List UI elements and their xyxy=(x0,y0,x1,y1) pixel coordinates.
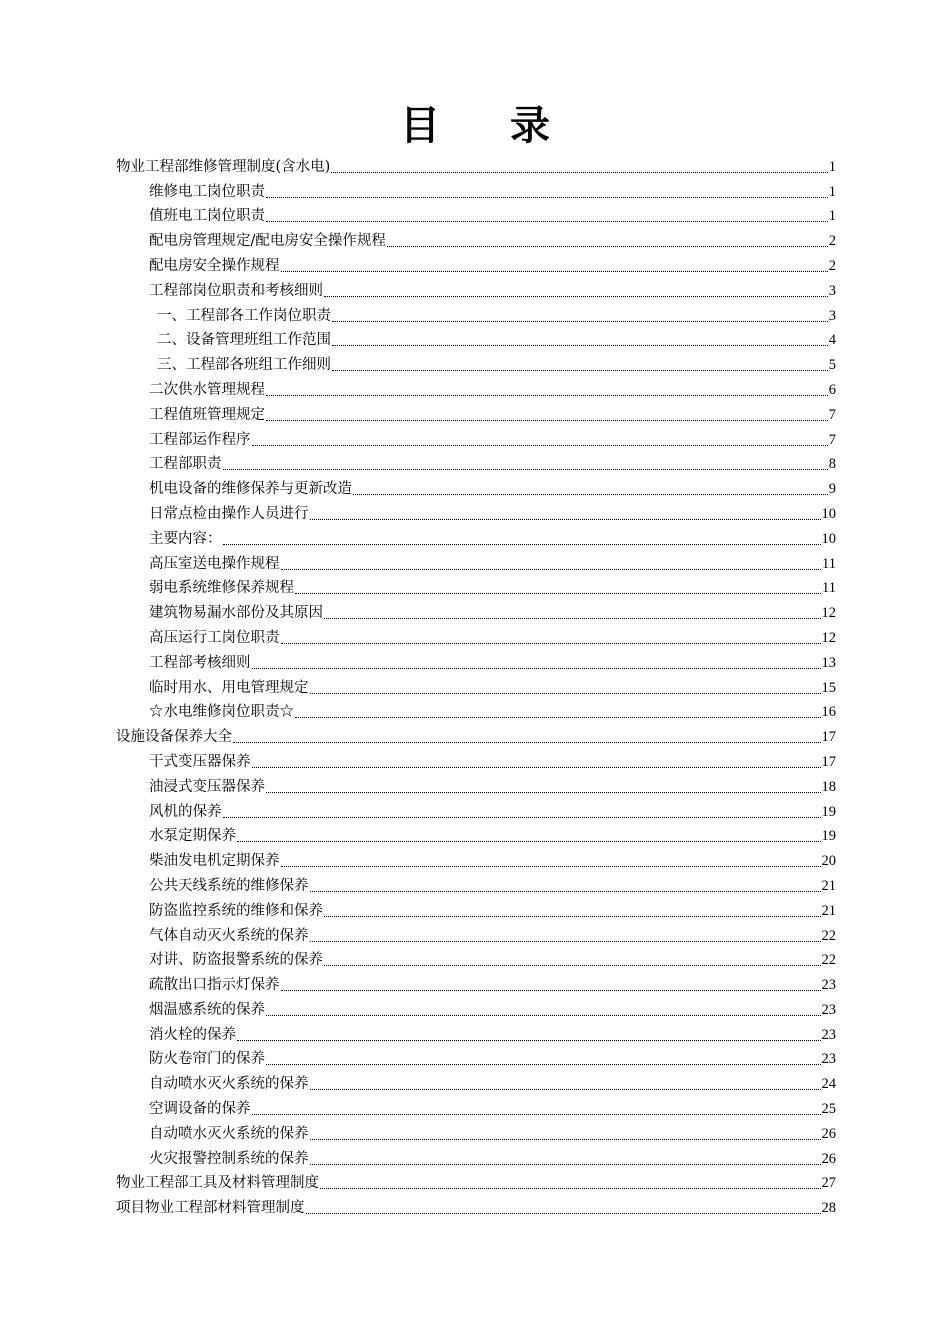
toc-dot-leader xyxy=(332,370,828,371)
toc-page-number: 11 xyxy=(822,555,836,572)
toc-page-number: 1 xyxy=(828,158,836,175)
toc-entry-label: 烟温感系统的保养 xyxy=(149,1001,265,1018)
toc-dot-leader xyxy=(306,1213,821,1214)
toc-page-number: 23 xyxy=(821,1051,836,1068)
toc-dot-leader xyxy=(252,445,828,446)
toc-page-number: 16 xyxy=(821,704,836,721)
toc-dot-leader xyxy=(332,321,828,322)
toc-page-number: 12 xyxy=(821,605,836,622)
toc-entry[interactable] xyxy=(116,425,836,450)
toc-page-number: 5 xyxy=(828,357,836,374)
toc-dot-leader xyxy=(266,1015,821,1016)
toc-dot-leader xyxy=(295,717,821,718)
toc-entry-label: 配电房安全操作规程 xyxy=(149,257,280,274)
toc-entry-label: 二次供水管理规程 xyxy=(149,381,265,398)
toc-dot-leader xyxy=(353,494,828,495)
toc-entry[interactable] xyxy=(116,450,836,475)
toc-entry-label: 防火卷帘门的保养 xyxy=(149,1051,265,1068)
toc-dot-leader xyxy=(237,1040,821,1041)
toc-entry-label: 疏散出口指示灯保养 xyxy=(149,977,280,994)
toc-page-number: 23 xyxy=(821,1001,836,1018)
toc-page-number: 3 xyxy=(828,307,836,324)
toc-dot-leader xyxy=(281,271,828,272)
toc-page-number: 17 xyxy=(821,753,836,770)
toc-entry-label: 工程部职责 xyxy=(149,456,222,473)
toc-page-number: 26 xyxy=(821,1125,836,1142)
toc-entry[interactable] xyxy=(116,202,836,227)
toc-entry-label: 工程部运作程序 xyxy=(149,431,251,448)
toc-entry-label: 火灾报警控制系统的保养 xyxy=(149,1150,309,1167)
toc-page-number: 26 xyxy=(821,1150,836,1167)
toc-page-number: 7 xyxy=(828,406,836,423)
toc-dot-leader xyxy=(223,817,821,818)
toc-page-number: 12 xyxy=(821,629,836,646)
toc-page-number: 22 xyxy=(821,952,836,969)
toc-entry-label: 维修电工岗位职责 xyxy=(149,183,265,200)
toc-entry[interactable] xyxy=(116,226,836,251)
toc-page-number: 3 xyxy=(828,282,836,299)
toc-entry[interactable] xyxy=(116,747,836,772)
toc-entry-label: 配电房管理规定/配电房安全操作规程 xyxy=(149,233,386,250)
toc-dot-leader xyxy=(331,172,827,173)
toc-entry-label: 对讲、防盗报警系统的保养 xyxy=(149,952,323,969)
toc-entry[interactable] xyxy=(116,499,836,524)
toc-entry-label: 高压运行工岗位职责 xyxy=(149,629,280,646)
toc-entry[interactable] xyxy=(116,549,836,574)
toc-dot-leader xyxy=(266,420,828,421)
toc-entry-label: 柴油发电机定期保养 xyxy=(149,853,280,870)
toc-entry[interactable] xyxy=(116,722,836,747)
toc-entry-label: 油浸式变压器保养 xyxy=(149,778,265,795)
toc-page-number: 7 xyxy=(828,431,836,448)
toc-page-number: 25 xyxy=(821,1101,836,1118)
toc-page-number: 8 xyxy=(828,456,836,473)
toc-dot-leader xyxy=(310,941,821,942)
toc-entry-label: 自动喷水灭火系统的保养 xyxy=(149,1125,309,1142)
toc-entry[interactable] xyxy=(116,896,836,921)
toc-page-number: 22 xyxy=(821,927,836,944)
toc-dot-leader xyxy=(324,618,821,619)
toc-dot-leader xyxy=(310,693,821,694)
toc-page-number: 17 xyxy=(821,729,836,746)
toc-dot-leader xyxy=(324,965,821,966)
toc-dot-leader xyxy=(310,1089,821,1090)
toc-entry[interactable] xyxy=(116,822,836,847)
toc-page-number: 11 xyxy=(822,580,836,597)
toc-entry[interactable] xyxy=(116,574,836,599)
toc-page-number: 10 xyxy=(821,505,836,522)
toc-entry[interactable] xyxy=(116,1045,836,1070)
toc-page-number: 6 xyxy=(828,381,836,398)
toc-entry-label: 日常点检由操作人员进行 xyxy=(149,505,309,522)
toc-dot-leader xyxy=(233,742,821,743)
toc-entry-label: 二、设备管理班组工作范围 xyxy=(157,332,331,349)
toc-entry-label: 机电设备的维修保养与更新改造 xyxy=(149,481,352,498)
toc-entry-label: 风机的保养 xyxy=(149,803,222,820)
toc-dot-leader xyxy=(266,1064,821,1065)
toc-dot-leader xyxy=(295,593,821,594)
toc-entry[interactable] xyxy=(116,995,836,1020)
toc-dot-leader xyxy=(266,395,828,396)
toc-entry[interactable] xyxy=(116,921,836,946)
toc-entry-label: 自动喷水灭火系统的保养 xyxy=(149,1076,309,1093)
toc-page-number: 9 xyxy=(828,481,836,498)
toc-entry-label: 弱电系统维修保养规程 xyxy=(149,580,294,597)
toc-entry[interactable] xyxy=(116,1169,836,1194)
toc-dot-leader xyxy=(310,891,821,892)
toc-entry[interactable] xyxy=(116,251,836,276)
toc-entry[interactable] xyxy=(116,648,836,673)
toc-entry-label: 一、工程部各工作岗位职责 xyxy=(157,307,331,324)
toc-dot-leader xyxy=(310,1139,821,1140)
toc-entry-label: 三、工程部各班组工作细则 xyxy=(157,357,331,374)
toc-entry[interactable] xyxy=(116,846,836,871)
toc-entry-label: ☆水电维修岗位职责☆ xyxy=(149,704,294,721)
toc-dot-leader xyxy=(310,1164,821,1165)
toc-dot-leader xyxy=(310,519,821,520)
toc-title: 目 录 xyxy=(400,103,578,149)
toc-page-number: 1 xyxy=(828,183,836,200)
toc-dot-leader xyxy=(223,469,828,470)
toc-entry-label: 高压室送电操作规程 xyxy=(149,555,280,572)
toc-dot-leader xyxy=(320,1188,821,1189)
toc-entry-label: 设施设备保养大全 xyxy=(116,729,232,746)
toc-page-number: 23 xyxy=(821,1026,836,1043)
toc-entry[interactable] xyxy=(116,474,836,499)
toc-page-number: 4 xyxy=(828,332,836,349)
toc-entry-label: 值班电工岗位职责 xyxy=(149,208,265,225)
toc-entry[interactable] xyxy=(116,772,836,797)
toc-page-number: 18 xyxy=(821,778,836,795)
toc-dot-leader xyxy=(281,866,821,867)
toc-entry[interactable] xyxy=(116,1094,836,1119)
toc-entry-label: 物业工程部维修管理制度(含水电) xyxy=(116,158,331,175)
toc-entry[interactable] xyxy=(116,673,836,698)
toc-entry[interactable] xyxy=(116,276,836,301)
toc-entry[interactable] xyxy=(116,970,836,995)
toc-page-number: 21 xyxy=(821,902,836,919)
toc-entry-label: 工程值班管理规定 xyxy=(149,406,265,423)
toc-list xyxy=(116,152,836,1218)
toc-page-number: 19 xyxy=(821,828,836,845)
toc-entry-label: 气体自动灭火系统的保养 xyxy=(149,927,309,944)
toc-dot-leader xyxy=(223,544,821,545)
toc-dot-leader xyxy=(266,221,828,222)
toc-page-number: 10 xyxy=(821,530,836,547)
toc-entry-label: 工程部岗位职责和考核细则 xyxy=(149,282,323,299)
toc-entry[interactable] xyxy=(116,177,836,202)
toc-dot-leader xyxy=(324,916,821,917)
toc-page-number: 2 xyxy=(828,257,836,274)
toc-page-number: 27 xyxy=(821,1175,836,1192)
toc-dot-leader xyxy=(332,345,828,346)
toc-dot-leader xyxy=(281,643,821,644)
toc-entry[interactable] xyxy=(116,946,836,971)
toc-entry[interactable] xyxy=(116,350,836,375)
toc-dot-leader xyxy=(252,668,821,669)
toc-dot-leader xyxy=(281,990,821,991)
toc-entry[interactable] xyxy=(116,871,836,896)
toc-dot-leader xyxy=(252,1114,821,1115)
toc-entry[interactable] xyxy=(116,301,836,326)
toc-entry-label: 空调设备的保养 xyxy=(149,1101,251,1118)
toc-page-number: 15 xyxy=(821,679,836,696)
toc-entry[interactable] xyxy=(116,524,836,549)
toc-entry-label: 物业工程部工具及材料管理制度 xyxy=(116,1175,319,1192)
toc-page-number: 2 xyxy=(828,233,836,250)
toc-dot-leader xyxy=(281,569,822,570)
toc-page-number: 20 xyxy=(821,853,836,870)
toc-entry-label: 工程部考核细则 xyxy=(149,654,251,671)
toc-entry-label: 防盗监控系统的维修和保养 xyxy=(149,902,323,919)
toc-dot-leader xyxy=(266,792,821,793)
toc-dot-leader xyxy=(266,197,828,198)
toc-page-number: 21 xyxy=(821,877,836,894)
toc-page-number: 19 xyxy=(821,803,836,820)
toc-dot-leader xyxy=(387,246,828,247)
toc-page-number: 28 xyxy=(821,1200,836,1217)
toc-page-number: 13 xyxy=(821,654,836,671)
toc-entry[interactable] xyxy=(116,598,836,623)
toc-entry[interactable] xyxy=(116,623,836,648)
toc-entry[interactable] xyxy=(116,698,836,723)
toc-entry[interactable] xyxy=(116,375,836,400)
toc-entry[interactable] xyxy=(116,1144,836,1169)
toc-entry-label: 干式变压器保养 xyxy=(149,753,251,770)
toc-entry-label: 水泵定期保养 xyxy=(149,828,236,845)
toc-entry[interactable] xyxy=(116,152,836,177)
toc-entry-label: 建筑物易漏水部份及其原因 xyxy=(149,605,323,622)
toc-page-number: 24 xyxy=(821,1076,836,1093)
toc-dot-leader xyxy=(237,841,821,842)
toc-entry[interactable] xyxy=(116,1193,836,1218)
toc-dot-leader xyxy=(252,767,821,768)
toc-page-number: 23 xyxy=(821,977,836,994)
toc-page-number: 1 xyxy=(828,208,836,225)
toc-entry-label: 消火栓的保养 xyxy=(149,1026,236,1043)
toc-entry[interactable] xyxy=(116,1119,836,1144)
toc-dot-leader xyxy=(324,296,828,297)
toc-entry-label: 公共天线系统的维修保养 xyxy=(149,877,309,894)
toc-entry-label: 主要内容： xyxy=(149,530,222,547)
toc-entry-label: 临时用水、用电管理规定 xyxy=(149,679,309,696)
toc-entry[interactable] xyxy=(116,1069,836,1094)
toc-entry[interactable] xyxy=(116,797,836,822)
toc-entry[interactable] xyxy=(116,326,836,351)
toc-entry[interactable] xyxy=(116,400,836,425)
toc-entry[interactable] xyxy=(116,1020,836,1045)
toc-entry-label: 项目物业工程部材料管理制度 xyxy=(116,1200,305,1217)
